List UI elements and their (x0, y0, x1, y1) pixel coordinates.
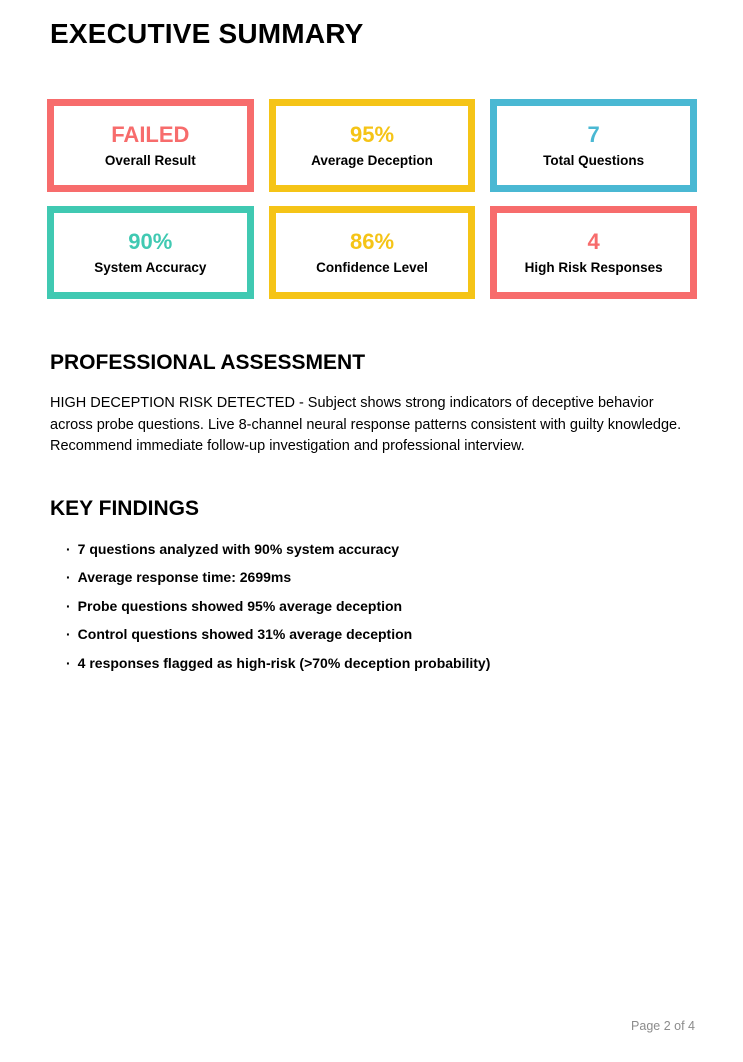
stat-card-high-risk-responses (490, 206, 697, 299)
stat-label: System Accuracy (94, 259, 207, 275)
stat-label: Average Deception (311, 152, 433, 168)
stat-value: 86% (349, 228, 395, 254)
key-finding-item: · Control questions showed 31% average deception (66, 626, 743, 642)
stat-card-system-accuracy (47, 206, 254, 299)
stat-card-total-questions (490, 99, 697, 192)
summary-stats-grid (47, 99, 697, 299)
page-number-label: Page 2 of 4 (631, 1019, 695, 1033)
stat-value: 7 (587, 121, 600, 147)
stat-card-confidence-level (269, 206, 476, 299)
stat-label: High Risk Responses (524, 259, 663, 275)
key-findings-list (0, 541, 743, 671)
key-finding-item: · 4 responses flagged as high-risk (>70% deception probability) (66, 655, 743, 671)
stat-card-overall-result (47, 99, 254, 192)
stat-value: 95% (349, 121, 395, 147)
page-title: EXECUTIVE SUMMARY (50, 18, 364, 49)
stat-value: FAILED (111, 121, 190, 147)
stat-label: Total Questions (543, 152, 645, 168)
key-finding-item: · Average response time: 2699ms (66, 569, 743, 585)
key-finding-item: · 7 questions analyzed with 90% system accuracy (66, 541, 743, 557)
stat-value: 90% (128, 228, 173, 254)
findings-section-heading: KEY FINDINGS (50, 496, 199, 520)
stat-label: Confidence Level (316, 259, 428, 275)
assessment-section-heading: PROFESSIONAL ASSESSMENT (50, 351, 366, 374)
stat-value: 4 (587, 228, 600, 254)
assessment-body-text: HIGH DECEPTION RISK DETECTED - Subject shows strong indicators of deceptive behavior across probe questions. Live 8-channel neural response patterns consistent with guilty knowledge. Recommend immediate follow-up investigation and professional interview. (50, 395, 682, 454)
stat-card-average-deception (269, 99, 476, 192)
key-finding-item: · Probe questions showed 95% average deception (66, 598, 743, 614)
stat-label: Overall Result (104, 152, 196, 168)
